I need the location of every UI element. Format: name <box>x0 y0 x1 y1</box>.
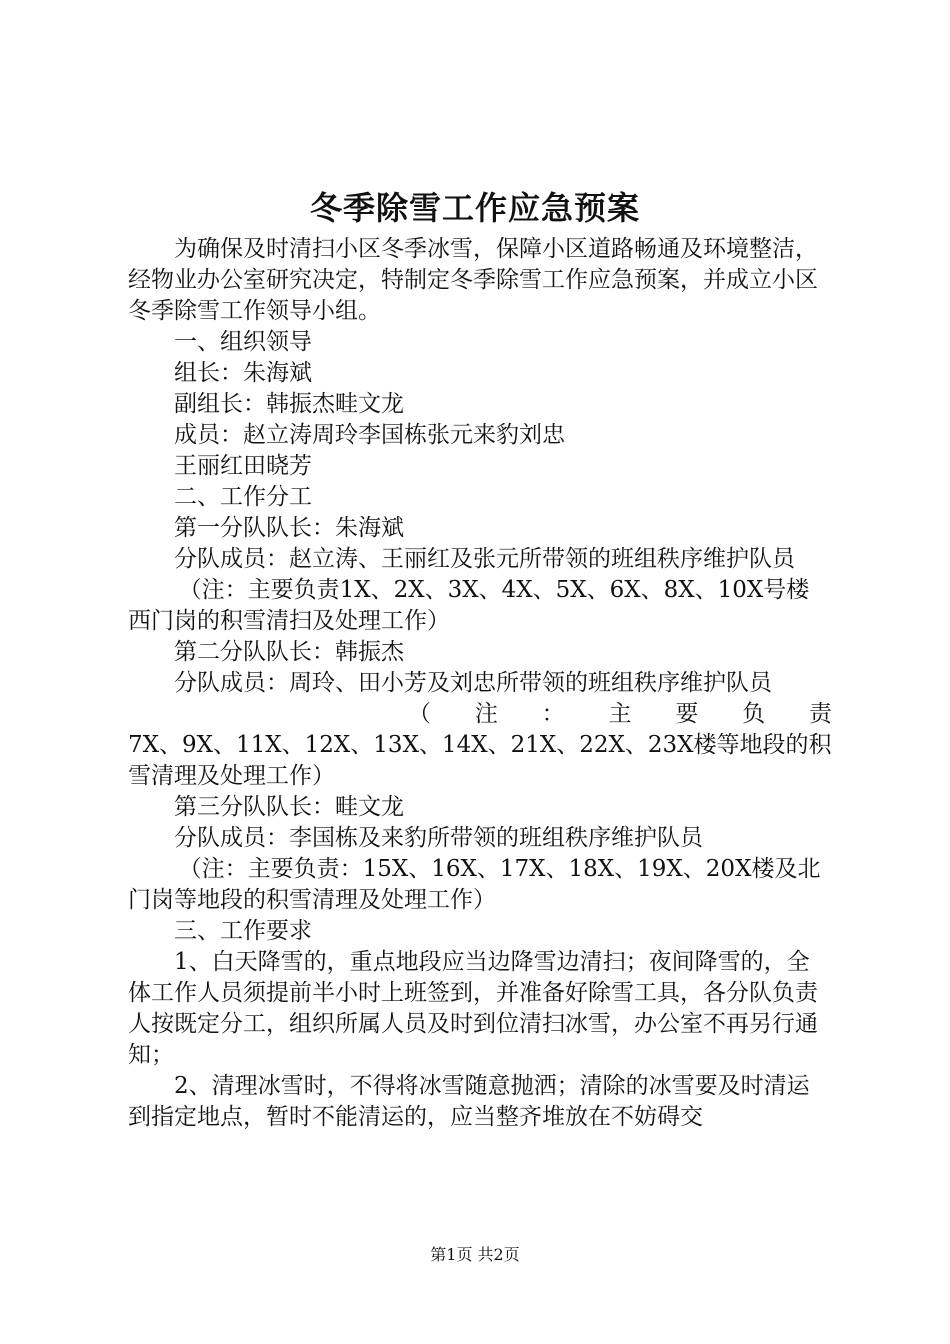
requirement-item: 2、清理冰雪时，不得将冰雪随意抛洒；清除的冰雪要及时清运到指定地点，暂时不能清运的，应当整齐堆放在不妨碍交 <box>128 1073 810 1130</box>
leader-line: 组长：朱海斌 <box>174 360 312 386</box>
section-heading: 三、工作要求 <box>174 918 312 944</box>
members-line: 成员：赵立涛周玲李国栋张元来豹刘忠 <box>174 422 565 448</box>
team-note: （注：主要负责：15X、16X、17X、18X、19X、20X楼及北门岗等地段的积雪清理及处理工作） <box>128 856 821 913</box>
document-body <box>128 234 832 1133</box>
team-members-line: 分队成员：赵立涛、王丽红及张元所带领的班组秩序维护队员 <box>174 546 795 572</box>
page-number-footer: 第1页 共2页 <box>430 1245 520 1264</box>
requirement-item: 1、白天降雪的，重点地段应当边降雪边清扫；夜间降雪的，全体工作人员须提前半小时上班签到，并准备好除雪工具，各分队负责人按既定分工，组织所属人员及时到位清扫冰雪，办公室不再另行通知； <box>128 949 818 1068</box>
team-note-continued: 7X、9X、11X、12X、13X、14X、21X、22X、23X楼等地段的积雪清理及处理工作） <box>128 732 832 789</box>
intro-paragraph: 为确保及时清扫小区冬季冰雪，保障小区道路畅通及环境整洁，经物业办公室研究决定，特制定冬季除雪工作应急预案，并成立小区冬季除雪工作领导小组。 <box>128 236 818 324</box>
document-title: 冬季除雪工作应急预案 <box>309 189 640 227</box>
deputy-leader-line: 副组长：韩振杰畦文龙 <box>174 391 404 417</box>
team-note: （注：主要负责 <box>408 701 832 727</box>
members-line-continued: 王丽红田晓芳 <box>174 453 312 479</box>
team-members-line: 分队成员：李国栋及来豹所带领的班组秩序维护队员 <box>174 825 703 851</box>
team-leader-line: 第三分队队长：畦文龙 <box>174 794 404 820</box>
team-note: （注：主要负责1X、2X、3X、4X、5X、6X、8X、10X号楼西门岗的积雪清扫及处理工作） <box>128 577 810 634</box>
section-heading: 一、组织领导 <box>174 329 312 355</box>
team-leader-line: 第一分队队长：朱海斌 <box>174 515 404 541</box>
section-heading: 二、工作分工 <box>174 484 312 510</box>
team-leader-line: 第二分队队长：韩振杰 <box>174 639 404 665</box>
team-members-line: 分队成员：周玲、田小芳及刘忠所带领的班组秩序维护队员 <box>174 670 772 696</box>
